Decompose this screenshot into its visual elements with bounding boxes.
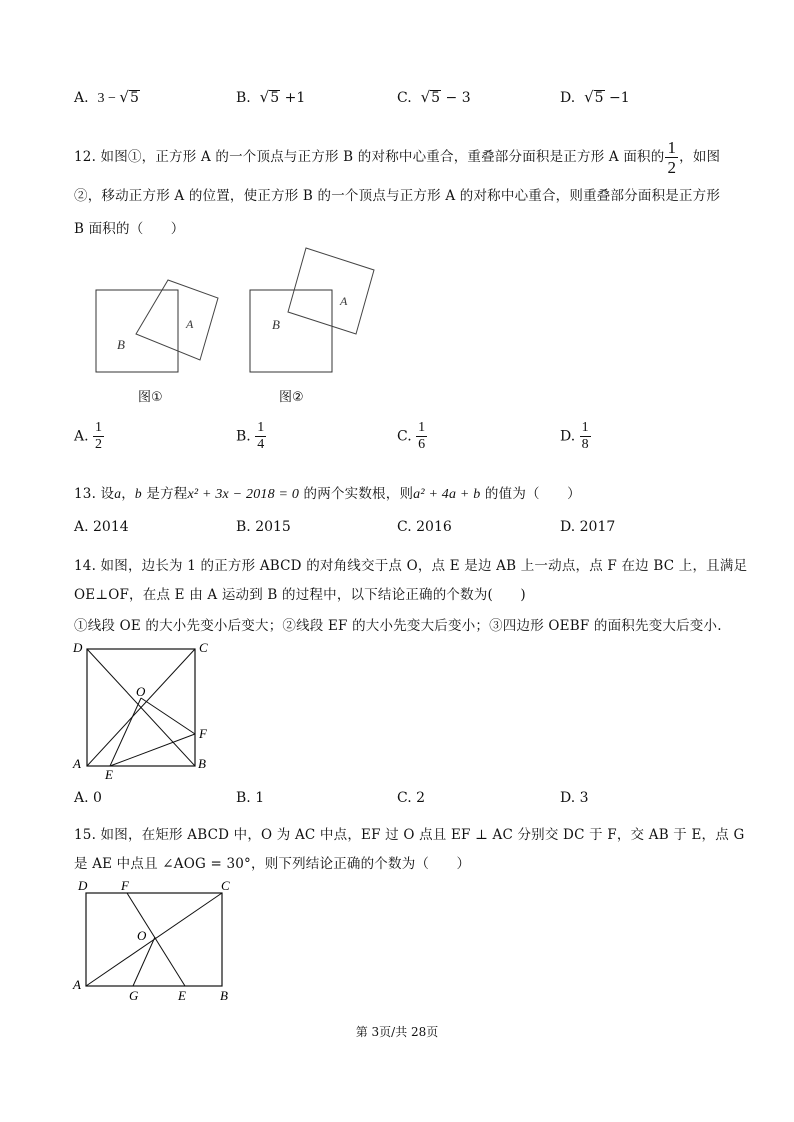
q12-option-d: D. $\frac{1}{8}$ (560, 420, 589, 452)
q12-line3: B 面积的（ ） (74, 221, 185, 237)
q12-option-c: C. $\frac{1}{6}$ (397, 420, 426, 452)
q14-line2: OE⊥OF，在点 E 由 A 运动到 B 的过程中，以下结论正确的个数为( ) (74, 587, 526, 603)
q15-label-e: E (178, 988, 186, 1003)
q12-option-a: A. $\frac{1}{2}$ (74, 420, 103, 452)
q14-option-a: A. 0 (74, 790, 102, 806)
q14-label-d: D (73, 640, 83, 655)
q13-question: 13. 设a，b 是方程x² + 3x − 2018 = 0 的两个实数根，则a² + 4a + b 的值为（ ） (74, 486, 581, 502)
q15-line1: 15. 如图，在矩形 ABCD 中，O 为 AC 中点，EF 过 O 点且 EF ⊥ AC 分别交 DC 于 F，交 AB 于 E，点 G (74, 827, 745, 843)
q15-label-g: G (129, 988, 139, 1003)
q12-option-b: B. $\frac{1}{4}$ (236, 420, 265, 452)
q15-line2: 是 AE 中点且 ∠AOG = 30°，则下列结论正确的个数为（ ） (74, 856, 471, 872)
q15-label-a: A (73, 977, 81, 992)
q14-line3: ①线段 OE 的大小先变小后变大；②线段 EF 的大小先变大后变小；③四边形 OEBF 的面积先变大后变小. (74, 618, 722, 634)
q12-figure-2 (242, 242, 392, 382)
q14-option-b: B. 1 (236, 790, 265, 806)
q12-fig2-label-a: A (340, 294, 348, 308)
q12-fraction: $\frac{1}{2}$ (667, 138, 677, 177)
q13-option-a: A. 2014 (74, 519, 129, 535)
q12-fig1-label-b: B (117, 337, 125, 352)
q14-label-f: F (199, 726, 207, 741)
q15-label-c: C (221, 878, 230, 893)
q15-label-o: O (137, 928, 147, 943)
q12-fig1-caption: 图① (138, 390, 163, 405)
q11-option-d: D. √5 −1 (560, 88, 630, 106)
q14-label-o: O (136, 684, 146, 699)
q14-label-c: C (199, 640, 208, 655)
q11-option-a: A. 3 − √5 (74, 88, 139, 106)
q14-line1: 14. 如图，边长为 1 的正方形 ABCD 的对角线交于点 O，点 E 是边 AB 上一动点，点 F 在边 BC 上，且满足 (74, 558, 748, 574)
q11-option-b: B. √5 +1 (236, 88, 306, 106)
q12-fig2-label-b: B (272, 317, 280, 332)
q13-option-d: D. 2017 (560, 519, 616, 535)
q11-option-c: C. √5 − 3 (397, 88, 471, 106)
q15-label-f: F (121, 878, 129, 893)
q12-line1: 12. 如图①，正方形 A 的一个顶点与正方形 B 的对称中心重合，重叠部分面积是正方形 A 面积的 $\frac{1}{2}$ ，如图 (74, 138, 721, 177)
q14-label-b: B (198, 756, 206, 771)
q12-figure-1 (90, 272, 240, 382)
q12-fig2-caption: 图② (279, 390, 304, 405)
q14-figure (70, 638, 220, 780)
q15-label-d: D (78, 878, 88, 893)
q12-line2: ②，移动正方形 A 的位置，使正方形 B 的一个顶点与正方形 A 的对称中心重合，则重叠部分面积是正方形 (74, 188, 721, 204)
q15-figure (70, 874, 240, 1004)
q14-label-e: E (105, 767, 113, 780)
q13-option-c: C. 2016 (397, 519, 452, 535)
q13-option-b: B. 2015 (236, 519, 291, 535)
q14-option-d: D. 3 (560, 790, 589, 806)
q15-label-b: B (220, 988, 228, 1003)
page-footer: 第 3页/共 28页 (355, 1025, 439, 1039)
q14-label-a: A (73, 756, 81, 771)
q14-option-c: C. 2 (397, 790, 426, 806)
q12-fig1-label-a: A (186, 317, 194, 331)
